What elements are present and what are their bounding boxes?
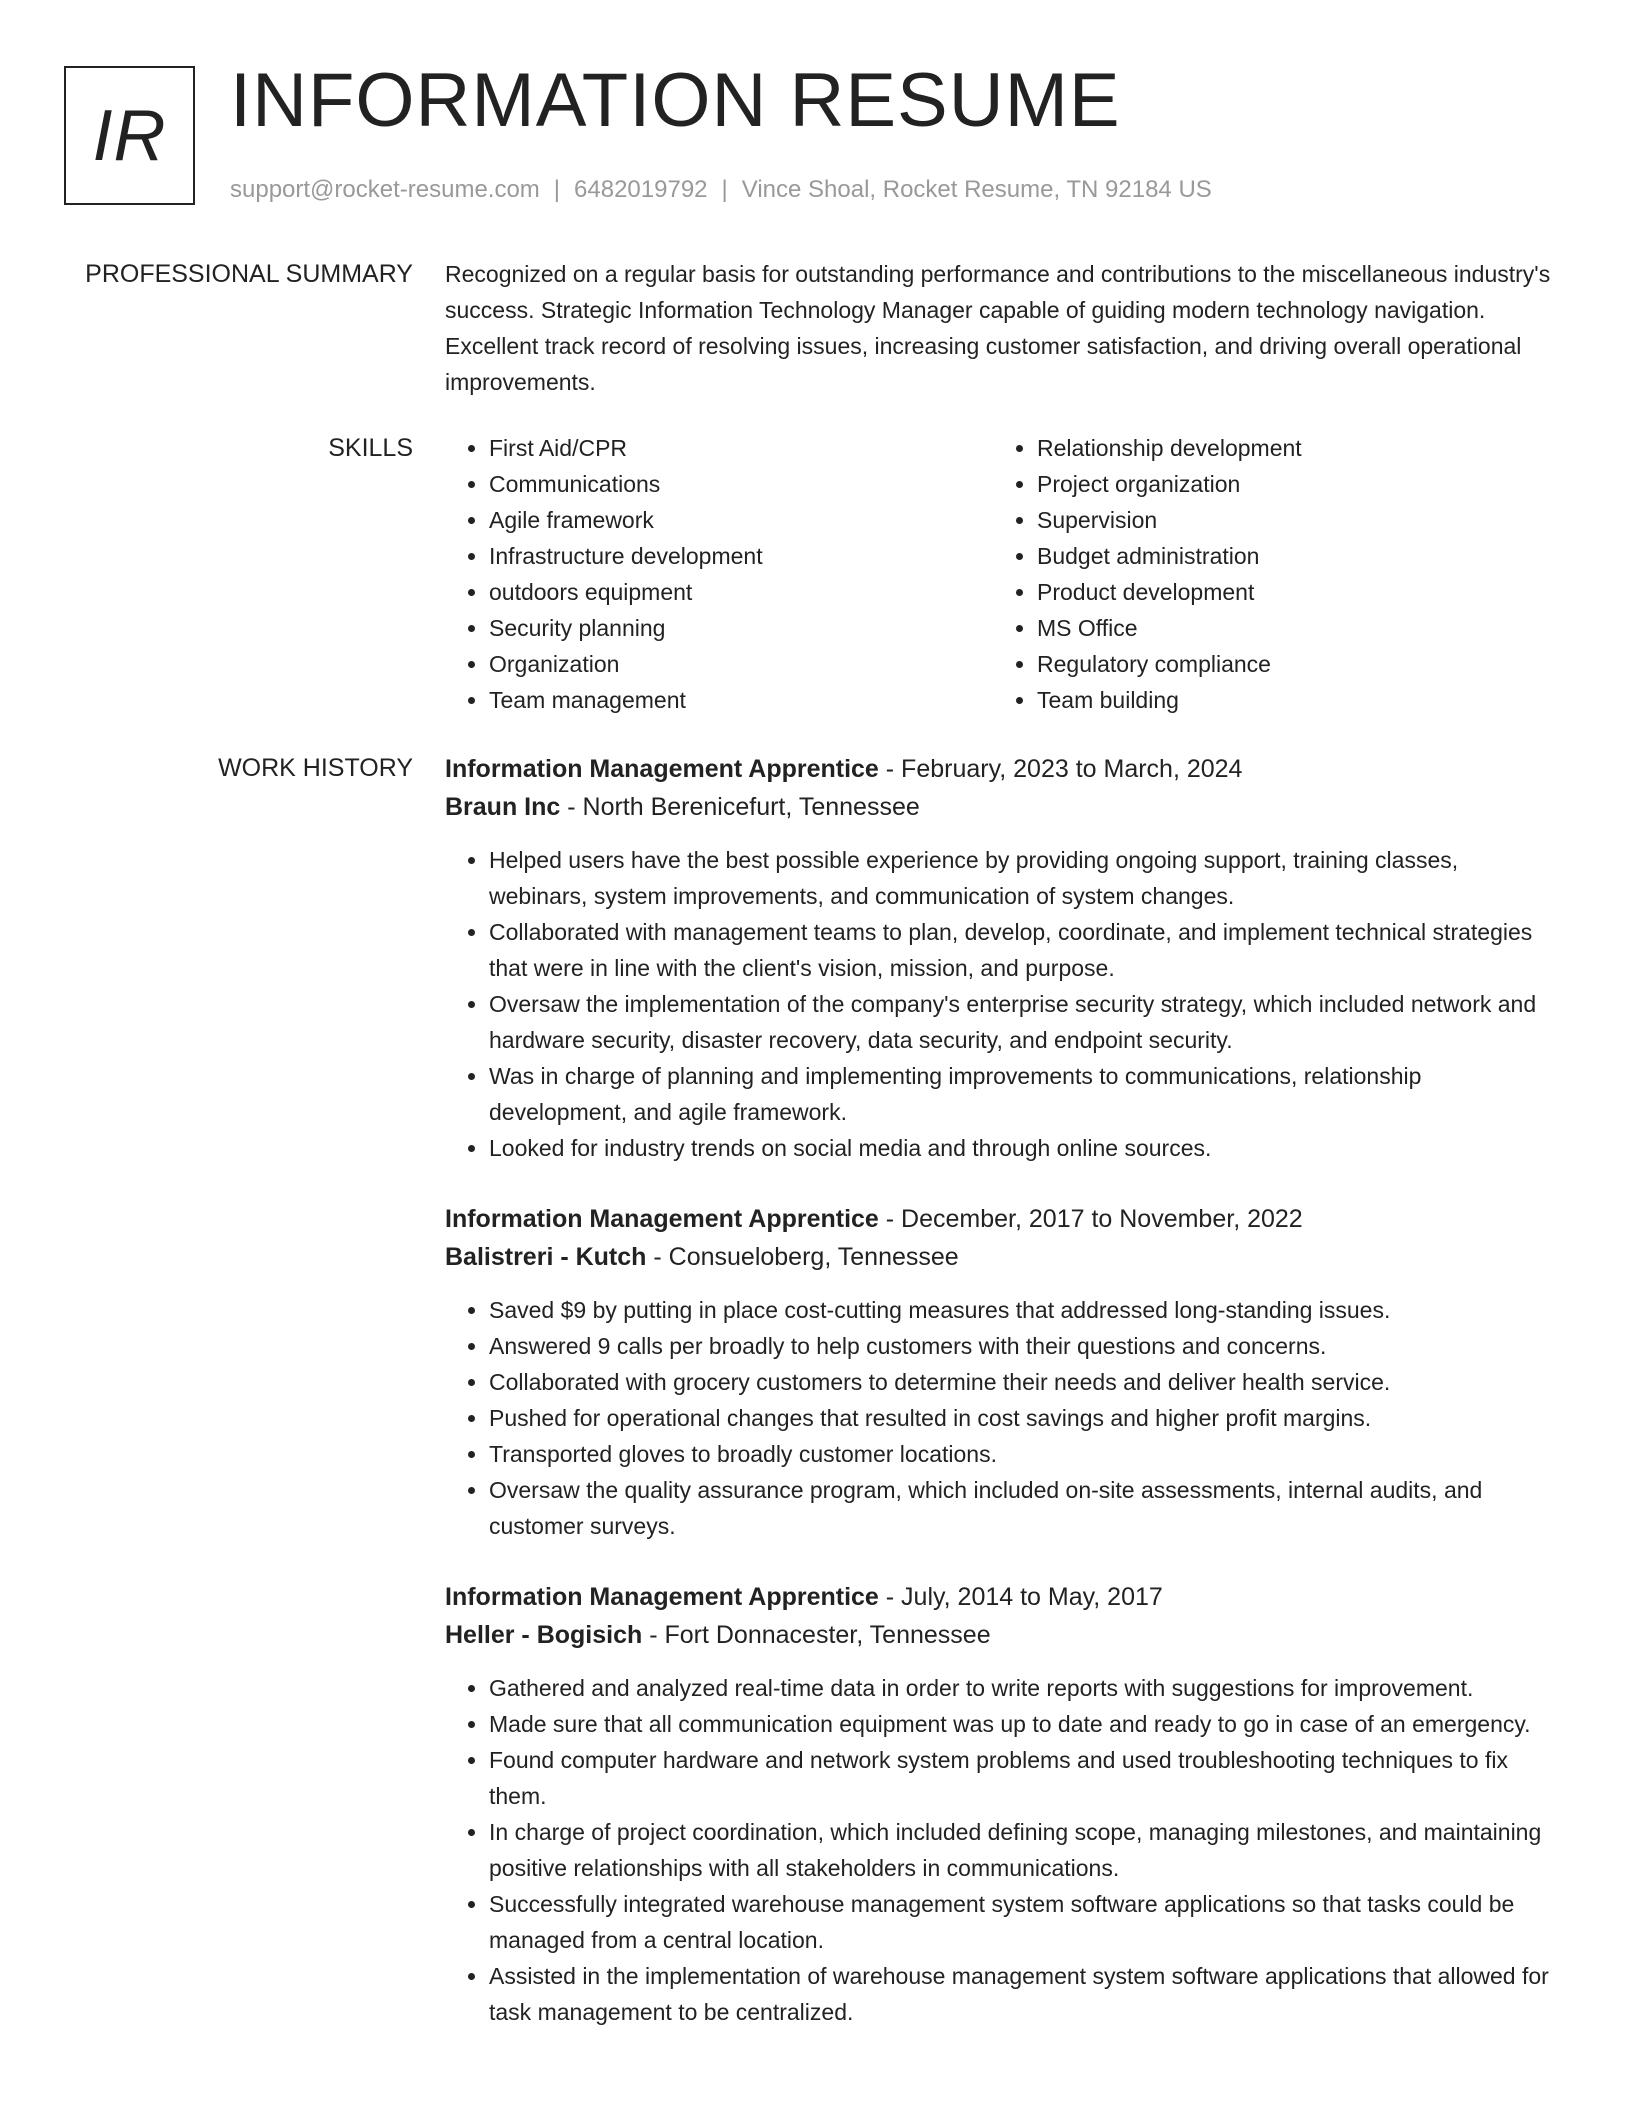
skill-item: • Supervision — [1037, 502, 1541, 538]
job-company-line — [445, 1238, 1560, 1276]
job-bullet: • Transported gloves to broadly customer locations. — [489, 1436, 1560, 1472]
skill-item: • Product development — [1037, 574, 1541, 610]
summary-body — [445, 256, 1560, 400]
skills-heading: SKILLS — [328, 434, 413, 462]
summary-text: Recognized on a regular basis for outstanding performance and contributions to the miscellaneous industry's success. Strategic Information Technology Manager capable of guiding modern technology navigation. Excellent track record of resolving issues, increasing customer satisfaction, and driving overall operational improvements. — [445, 261, 1551, 395]
job-bullets — [445, 1670, 1560, 2030]
skill-item: • Budget administration — [1037, 538, 1541, 574]
job-company: Balistreri - Kutch — [445, 1243, 647, 1271]
job-bullet: • In charge of project coordination, which included defining scope, managing milestones, and maintaining positive relationships with all stakeholders in communications. — [489, 1814, 1560, 1886]
job-location: - North Berenicefurt, Tennessee — [560, 793, 920, 821]
contact-separator: | — [553, 176, 561, 203]
job-entry — [445, 1578, 1560, 2030]
monogram-box — [64, 66, 195, 205]
job-location: - Consueloberg, Tennessee — [646, 1243, 959, 1271]
job-entry — [445, 750, 1560, 1166]
job-title-line — [445, 1200, 1560, 1238]
job-title: Information Management Apprentice — [445, 1205, 879, 1233]
resume-name: INFORMATION RESUME — [230, 58, 1121, 143]
job-company-line — [445, 1616, 1560, 1654]
job-bullet: • Oversaw the implementation of the company's enterprise security strategy, which included network and hardware security, disaster recovery, data security, and endpoint security. — [489, 986, 1560, 1058]
skill-item: • Communications — [489, 466, 993, 502]
monogram-initials: IR — [92, 95, 167, 176]
work-history-heading: WORK HISTORY — [218, 754, 413, 782]
skill-item: • Project organization — [1037, 466, 1541, 502]
job-title: Information Management Apprentice — [445, 755, 879, 783]
skill-item: • Infrastructure development — [489, 538, 993, 574]
job-location: - Fort Donnacester, Tennessee — [642, 1621, 991, 1649]
job-title-line — [445, 750, 1560, 788]
job-bullet: • Assisted in the implementation of warehouse management system software applications that allowed for task management to be centralized. — [489, 1958, 1560, 2030]
job-bullet: • Helped users have the best possible experience by providing ongoing support, training classes, webinars, system improvements, and communication of system changes. — [489, 842, 1560, 914]
skills-columns — [445, 430, 1560, 718]
skill-item: • Team building — [1037, 682, 1541, 718]
job-bullet: • Oversaw the quality assurance program, which included on-site assessments, internal audits, and customer surveys. — [489, 1472, 1560, 1544]
job-bullet: • Looked for industry trends on social media and through online sources. — [489, 1130, 1560, 1166]
job-bullets — [445, 1292, 1560, 1544]
job-bullet: • Answered 9 calls per broadly to help customers with their questions and concerns. — [489, 1328, 1560, 1364]
skill-item: • First Aid/CPR — [489, 430, 993, 466]
job-bullet: • Saved $9 by putting in place cost-cutting measures that addressed long-standing issues. — [489, 1292, 1560, 1328]
skill-item: • Security planning — [489, 610, 993, 646]
skill-item: • Organization — [489, 646, 993, 682]
job-bullet: • Collaborated with management teams to plan, develop, coordinate, and implement technical strategies that were in line with the client's vision, mission, and purpose. — [489, 914, 1560, 986]
job-dates: - February, 2023 to March, 2024 — [878, 755, 1243, 783]
skills-list-left — [445, 430, 993, 718]
contact-address: Vince Shoal, Rocket Resume, TN 92184 US — [741, 176, 1212, 203]
contact-phone: 6482019792 — [574, 176, 708, 203]
job-entry — [445, 1200, 1560, 1544]
job-title: Information Management Apprentice — [445, 1583, 879, 1611]
job-bullets — [445, 842, 1560, 1166]
job-bullet: • Gathered and analyzed real-time data in order to write reports with suggestions for improvement. — [489, 1670, 1560, 1706]
job-title-line — [445, 1578, 1560, 1616]
skills-list-right — [993, 430, 1541, 718]
skill-item: • MS Office — [1037, 610, 1541, 646]
skill-item: • outdoors equipment — [489, 574, 993, 610]
skill-item: • Agile framework — [489, 502, 993, 538]
work-history-body — [445, 750, 1560, 2064]
summary-heading: PROFESSIONAL SUMMARY — [85, 260, 413, 288]
contact-email: support@rocket-resume.com — [230, 176, 540, 203]
contact-separator: | — [721, 176, 728, 203]
job-bullet: • Made sure that all communication equipment was up to date and ready to go in case of an emergency. — [489, 1706, 1560, 1742]
job-bullet: • Successfully integrated warehouse management system software applications so that tasks could be managed from a central location. — [489, 1886, 1560, 1958]
job-dates: - July, 2014 to May, 2017 — [878, 1583, 1163, 1611]
skill-item: • Regulatory compliance — [1037, 646, 1541, 682]
job-dates: - December, 2017 to November, 2022 — [878, 1205, 1303, 1233]
job-bullet: • Was in charge of planning and implementing improvements to communications, relationship development, and agile framework. — [489, 1058, 1560, 1130]
skills-body — [445, 430, 1560, 718]
contact-line — [230, 172, 1212, 208]
job-company-line — [445, 788, 1560, 826]
job-bullet: • Found computer hardware and network system problems and used troubleshooting techniques to fix them. — [489, 1742, 1560, 1814]
job-company: Braun Inc — [445, 793, 561, 821]
skill-item: • Team management — [489, 682, 993, 718]
job-bullet: • Pushed for operational changes that resulted in cost savings and higher profit margins. — [489, 1400, 1560, 1436]
skill-item: • Relationship development — [1037, 430, 1541, 466]
job-company: Heller - Bogisich — [445, 1621, 643, 1649]
job-bullet: • Collaborated with grocery customers to determine their needs and deliver health service. — [489, 1364, 1560, 1400]
